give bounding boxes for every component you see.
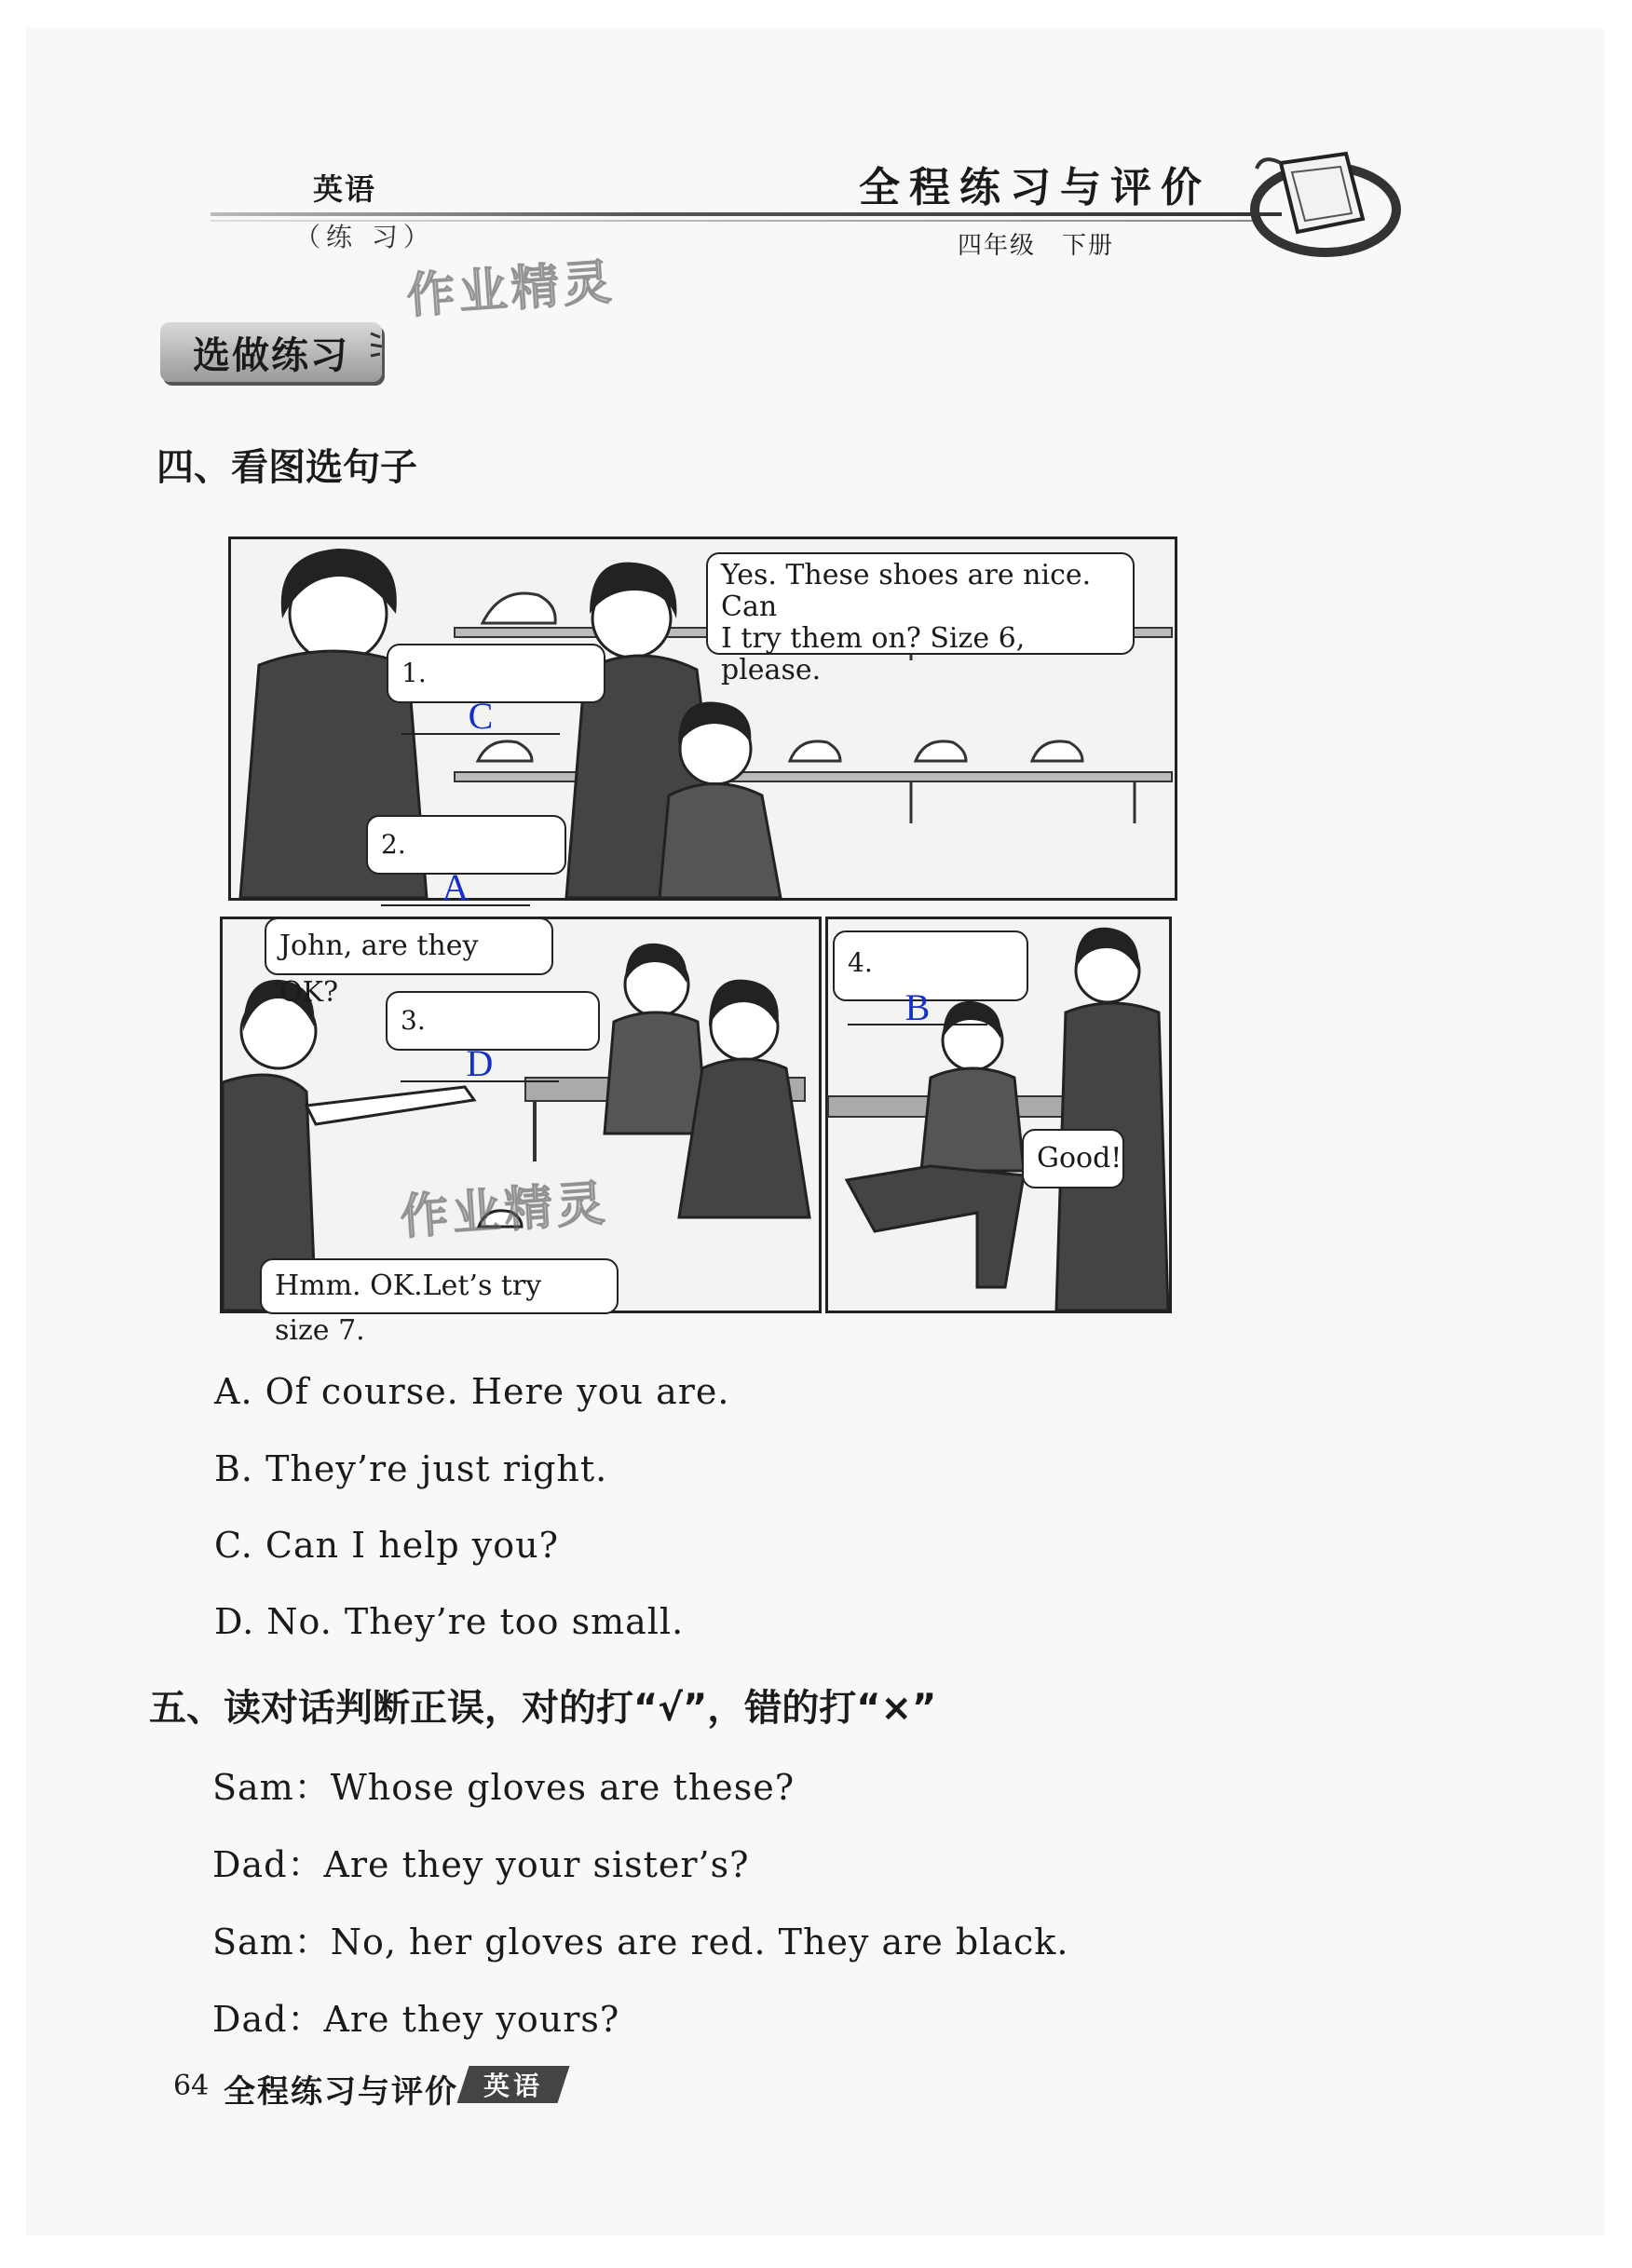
bubble-text-bottom: Hmm. OK.Let’s try size 7.	[275, 1270, 542, 1347]
section-badge	[160, 322, 382, 382]
footer-subject-tag	[457, 2066, 570, 2103]
section4-title: 四、看图选句子	[156, 446, 417, 489]
dialogue-line-1: Sam：Whose gloves are these?	[212, 1767, 796, 1808]
speech-bubble-bottom	[260, 1258, 619, 1347]
footer-title: 全程练习与评价	[224, 2073, 458, 2111]
page-number: 64	[173, 2070, 210, 2102]
slot-number-2: 2.	[381, 829, 406, 860]
dialogue-line-2: Dad：Are they your sister’s?	[212, 1844, 750, 1885]
speech-bubble-top-right	[706, 552, 1135, 686]
answer-bubble-2	[366, 815, 566, 908]
answer-bubble-1	[387, 644, 605, 737]
answer-value-1: C	[468, 695, 494, 737]
answer-bubble-4	[833, 930, 1028, 1028]
speech-bubble-john	[265, 917, 553, 1009]
answer-value-3: D	[466, 1042, 494, 1084]
answer-value-2: A	[442, 866, 469, 908]
header-grade: 四年级 下册	[958, 232, 1115, 260]
comic-panel-bottom-right	[825, 917, 1172, 1313]
option-a: A. Of course. Here you are.	[214, 1371, 730, 1412]
footer-subject-label: 英语	[483, 2071, 543, 2101]
dialogue-line-3: Sam：No, her gloves are red. They are black.	[212, 1922, 1069, 1962]
book-logo-icon	[1244, 135, 1402, 261]
option-d: D. No. They’re too small.	[214, 1601, 685, 1642]
answer-slot-4[interactable]	[848, 981, 987, 1028]
section5-title: 五、读对话判断正误，对的打“√”，错的打“×”	[149, 1687, 937, 1730]
bubble-text-john: John, are they OK?	[279, 930, 479, 1009]
header-subject: 英语	[313, 171, 377, 207]
bubble-text-good: Good!	[1037, 1142, 1122, 1175]
option-c: C. Can I help you?	[214, 1525, 559, 1566]
comic-panel-top	[228, 536, 1177, 908]
bubble-text-line1: Yes. These shoes are nice. Can	[721, 559, 1092, 623]
watermark-comic: 作业精灵	[398, 1175, 611, 1246]
slot-number-4: 4.	[848, 947, 873, 978]
section-badge-label: 选做练习	[193, 333, 349, 377]
bubble-text-line2: I try them on? Size 6, please.	[721, 622, 1026, 686]
header-series-title: 全程练习与评价	[859, 164, 1211, 211]
answer-bubble-3	[386, 991, 600, 1084]
slot-number-3: 3.	[401, 1005, 426, 1036]
answer-slot-1[interactable]	[401, 692, 560, 735]
watermark-top: 作业精灵	[404, 254, 618, 325]
header-subject-sub: （练 习）	[294, 222, 435, 252]
answer-slot-3[interactable]	[401, 1039, 559, 1082]
slot-number-1: 1.	[401, 658, 427, 688]
badge-decor-icon	[367, 328, 386, 365]
answer-slot-2[interactable]	[381, 863, 530, 906]
speech-bubble-good	[1022, 1129, 1124, 1188]
option-b: B. They’re just right.	[214, 1448, 608, 1489]
dialogue-line-4: Dad：Are they yours?	[212, 1999, 620, 2040]
comic-panel-bottom-left	[220, 917, 822, 1347]
answer-value-4: B	[904, 986, 931, 1028]
